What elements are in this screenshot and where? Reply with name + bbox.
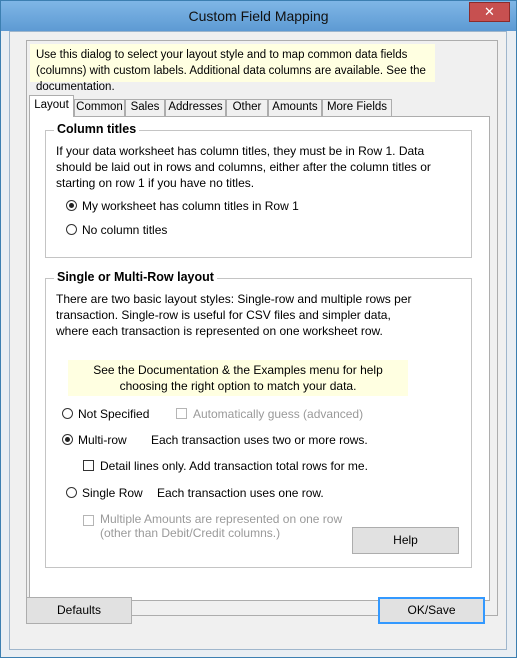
layout-style-heading: Single or Multi-Row layout bbox=[54, 270, 217, 284]
radio-single-row[interactable] bbox=[66, 486, 143, 500]
layout-style-description: There are two basic layout styles: Single-row and multiple rows per transaction. Single-row is useful for CSV files and simpler data, where each transaction is represented on one worksheet row. bbox=[56, 292, 412, 338]
tab-amounts[interactable]: Amounts bbox=[268, 99, 322, 116]
column-titles-description: If your data worksheet has column titles, they must be in Row 1. Data should be laid out in rows and columns, either after the column titles or starting on row 1 if you have no titles. bbox=[56, 144, 431, 190]
checkbox-unchecked-icon bbox=[176, 408, 187, 419]
radio-has-column-titles-label: My worksheet has column titles in Row 1 bbox=[82, 199, 299, 213]
ok-save-button[interactable]: OK/Save bbox=[378, 597, 485, 624]
documentation-note: See the Documentation & the Examples menu for help choosing the right option to match your data. bbox=[68, 360, 408, 396]
defaults-button[interactable]: Defaults bbox=[26, 597, 132, 624]
column-titles-group bbox=[45, 122, 472, 258]
radio-has-column-titles[interactable] bbox=[66, 199, 299, 213]
checkbox-unchecked-icon bbox=[83, 460, 94, 471]
radio-single-row-label: Single Row bbox=[82, 486, 143, 500]
radio-not-specified-label: Not Specified bbox=[78, 407, 150, 421]
checkbox-unchecked-icon bbox=[83, 515, 94, 526]
multi-row-description: Each transaction uses two or more rows. bbox=[151, 433, 368, 447]
content-frame bbox=[26, 40, 498, 616]
layout-style-group bbox=[45, 270, 472, 568]
tab-more-fields[interactable]: More Fields bbox=[322, 99, 392, 116]
radio-no-column-titles-label: No column titles bbox=[82, 223, 168, 237]
tab-addresses[interactable]: Addresses bbox=[165, 99, 226, 116]
help-button[interactable]: Help bbox=[352, 527, 459, 554]
tab-layout[interactable]: Layout bbox=[29, 95, 74, 117]
radio-unselected-icon bbox=[66, 487, 77, 498]
column-titles-heading: Column titles bbox=[54, 122, 139, 136]
checkbox-auto-guess[interactable] bbox=[176, 407, 363, 421]
tab-common[interactable]: Common bbox=[74, 99, 125, 116]
checkbox-detail-lines-label: Detail lines only. Add transaction total rows for me. bbox=[100, 459, 368, 473]
radio-selected-icon bbox=[66, 200, 77, 211]
checkbox-multiple-amounts-label: Multiple Amounts are represented on one row (other than Debit/Credit columns.) bbox=[100, 512, 343, 540]
window-title: Custom Field Mapping bbox=[188, 8, 329, 24]
radio-not-specified[interactable] bbox=[62, 407, 149, 421]
tab-sales[interactable]: Sales bbox=[125, 99, 165, 116]
close-icon[interactable]: ✕ bbox=[469, 2, 510, 22]
checkbox-detail-lines[interactable] bbox=[83, 459, 368, 473]
radio-multi-row-label: Multi-row bbox=[78, 433, 127, 447]
checkbox-multiple-amounts[interactable] bbox=[83, 512, 353, 540]
radio-selected-icon bbox=[62, 434, 73, 445]
radio-unselected-icon bbox=[66, 224, 77, 235]
layout-tab-panel bbox=[29, 116, 490, 601]
intro-note: Use this dialog to select your layout style and to map common data fields (columns) with custom labels. Additional data columns are available. See the documentation. bbox=[30, 44, 435, 82]
tab-other[interactable]: Other bbox=[226, 99, 268, 116]
dialog-client bbox=[9, 31, 507, 650]
checkbox-auto-guess-label: Automatically guess (advanced) bbox=[193, 407, 364, 421]
radio-multi-row[interactable] bbox=[62, 433, 127, 447]
single-row-description: Each transaction uses one row. bbox=[157, 486, 324, 500]
radio-unselected-icon bbox=[62, 408, 73, 419]
radio-no-column-titles[interactable] bbox=[66, 223, 167, 237]
title-bar bbox=[1, 1, 516, 31]
